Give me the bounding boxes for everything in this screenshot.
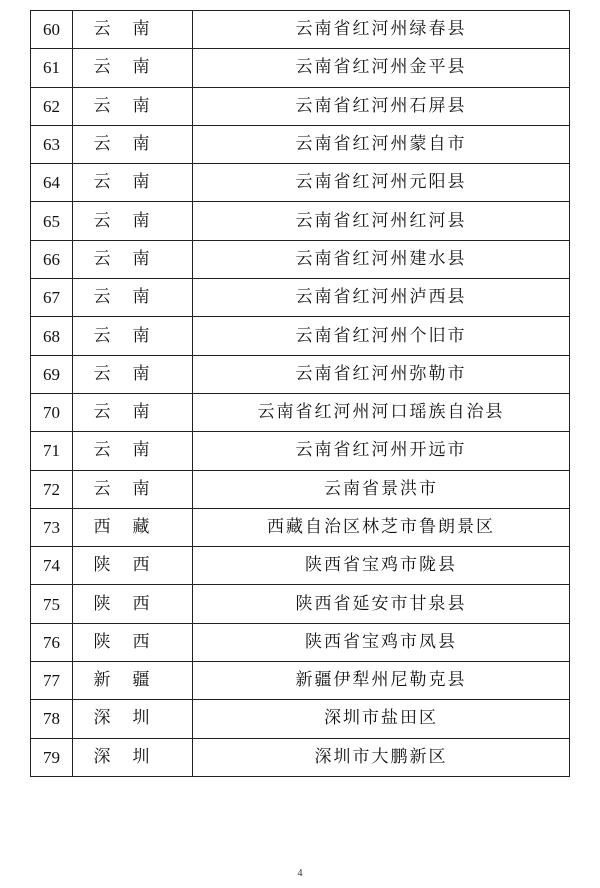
table-row — [31, 623, 570, 661]
place-cell: 云南省红河州金平县 — [193, 49, 570, 87]
province-cell: 云南 — [73, 87, 193, 125]
place-cell: 新疆伊犁州尼勒克县 — [193, 662, 570, 700]
province-cell: 陕西 — [73, 547, 193, 585]
province-cell: 云南 — [73, 164, 193, 202]
province-cell: 陕西 — [73, 585, 193, 623]
place-cell: 云南省红河州石屏县 — [193, 87, 570, 125]
place-cell: 云南省红河州个旧市 — [193, 317, 570, 355]
place-cell: 云南省红河州开远市 — [193, 432, 570, 470]
province-cell: 陕西 — [73, 623, 193, 661]
row-number: 79 — [31, 738, 73, 776]
table-body — [31, 11, 570, 777]
table-row — [31, 164, 570, 202]
table-row — [31, 508, 570, 546]
province-cell: 云南 — [73, 432, 193, 470]
table-row — [31, 432, 570, 470]
province-cell: 云南 — [73, 240, 193, 278]
table-row — [31, 87, 570, 125]
place-cell: 深圳市大鹏新区 — [193, 738, 570, 776]
row-number: 61 — [31, 49, 73, 87]
row-number: 64 — [31, 164, 73, 202]
table-row — [31, 240, 570, 278]
province-cell: 云南 — [73, 317, 193, 355]
place-cell: 陕西省宝鸡市凤县 — [193, 623, 570, 661]
table-row — [31, 317, 570, 355]
province-cell: 云南 — [73, 470, 193, 508]
place-cell: 云南省红河州弥勒市 — [193, 355, 570, 393]
row-number: 67 — [31, 279, 73, 317]
row-number: 60 — [31, 11, 73, 49]
table-row — [31, 547, 570, 585]
row-number: 73 — [31, 508, 73, 546]
province-cell: 云南 — [73, 355, 193, 393]
table-row — [31, 662, 570, 700]
province-cell: 云南 — [73, 202, 193, 240]
place-cell: 云南省红河州红河县 — [193, 202, 570, 240]
table-row — [31, 125, 570, 163]
table-row — [31, 585, 570, 623]
place-cell: 云南省红河州建水县 — [193, 240, 570, 278]
place-cell: 云南省景洪市 — [193, 470, 570, 508]
table-row — [31, 279, 570, 317]
place-cell: 西藏自治区林芝市鲁朗景区 — [193, 508, 570, 546]
place-cell: 陕西省延安市甘泉县 — [193, 585, 570, 623]
row-number: 71 — [31, 432, 73, 470]
table-row — [31, 11, 570, 49]
province-cell: 深圳 — [73, 738, 193, 776]
table-row — [31, 393, 570, 431]
province-cell: 云南 — [73, 125, 193, 163]
row-number: 62 — [31, 87, 73, 125]
row-number: 68 — [31, 317, 73, 355]
row-number: 72 — [31, 470, 73, 508]
province-cell: 云南 — [73, 49, 193, 87]
row-number: 65 — [31, 202, 73, 240]
place-cell: 云南省红河州元阳县 — [193, 164, 570, 202]
table-row — [31, 355, 570, 393]
province-cell: 深圳 — [73, 700, 193, 738]
table-row — [31, 470, 570, 508]
place-cell: 云南省红河州河口瑶族自治县 — [193, 393, 570, 431]
row-number: 70 — [31, 393, 73, 431]
place-cell: 云南省红河州绿春县 — [193, 11, 570, 49]
row-number: 78 — [31, 700, 73, 738]
place-cell: 云南省红河州蒙自市 — [193, 125, 570, 163]
table-row — [31, 49, 570, 87]
row-number: 77 — [31, 662, 73, 700]
table-row — [31, 202, 570, 240]
table-row — [31, 700, 570, 738]
page-number: 4 — [297, 868, 303, 879]
row-number: 66 — [31, 240, 73, 278]
place-cell: 云南省红河州泸西县 — [193, 279, 570, 317]
province-cell: 新疆 — [73, 662, 193, 700]
place-cell: 深圳市盐田区 — [193, 700, 570, 738]
province-cell: 云南 — [73, 11, 193, 49]
row-number: 74 — [31, 547, 73, 585]
province-cell: 云南 — [73, 279, 193, 317]
place-cell: 陕西省宝鸡市陇县 — [193, 547, 570, 585]
row-number: 69 — [31, 355, 73, 393]
table-row — [31, 738, 570, 776]
locations-table — [30, 10, 570, 777]
province-cell: 西藏 — [73, 508, 193, 546]
province-cell: 云南 — [73, 393, 193, 431]
row-number: 76 — [31, 623, 73, 661]
row-number: 63 — [31, 125, 73, 163]
row-number: 75 — [31, 585, 73, 623]
